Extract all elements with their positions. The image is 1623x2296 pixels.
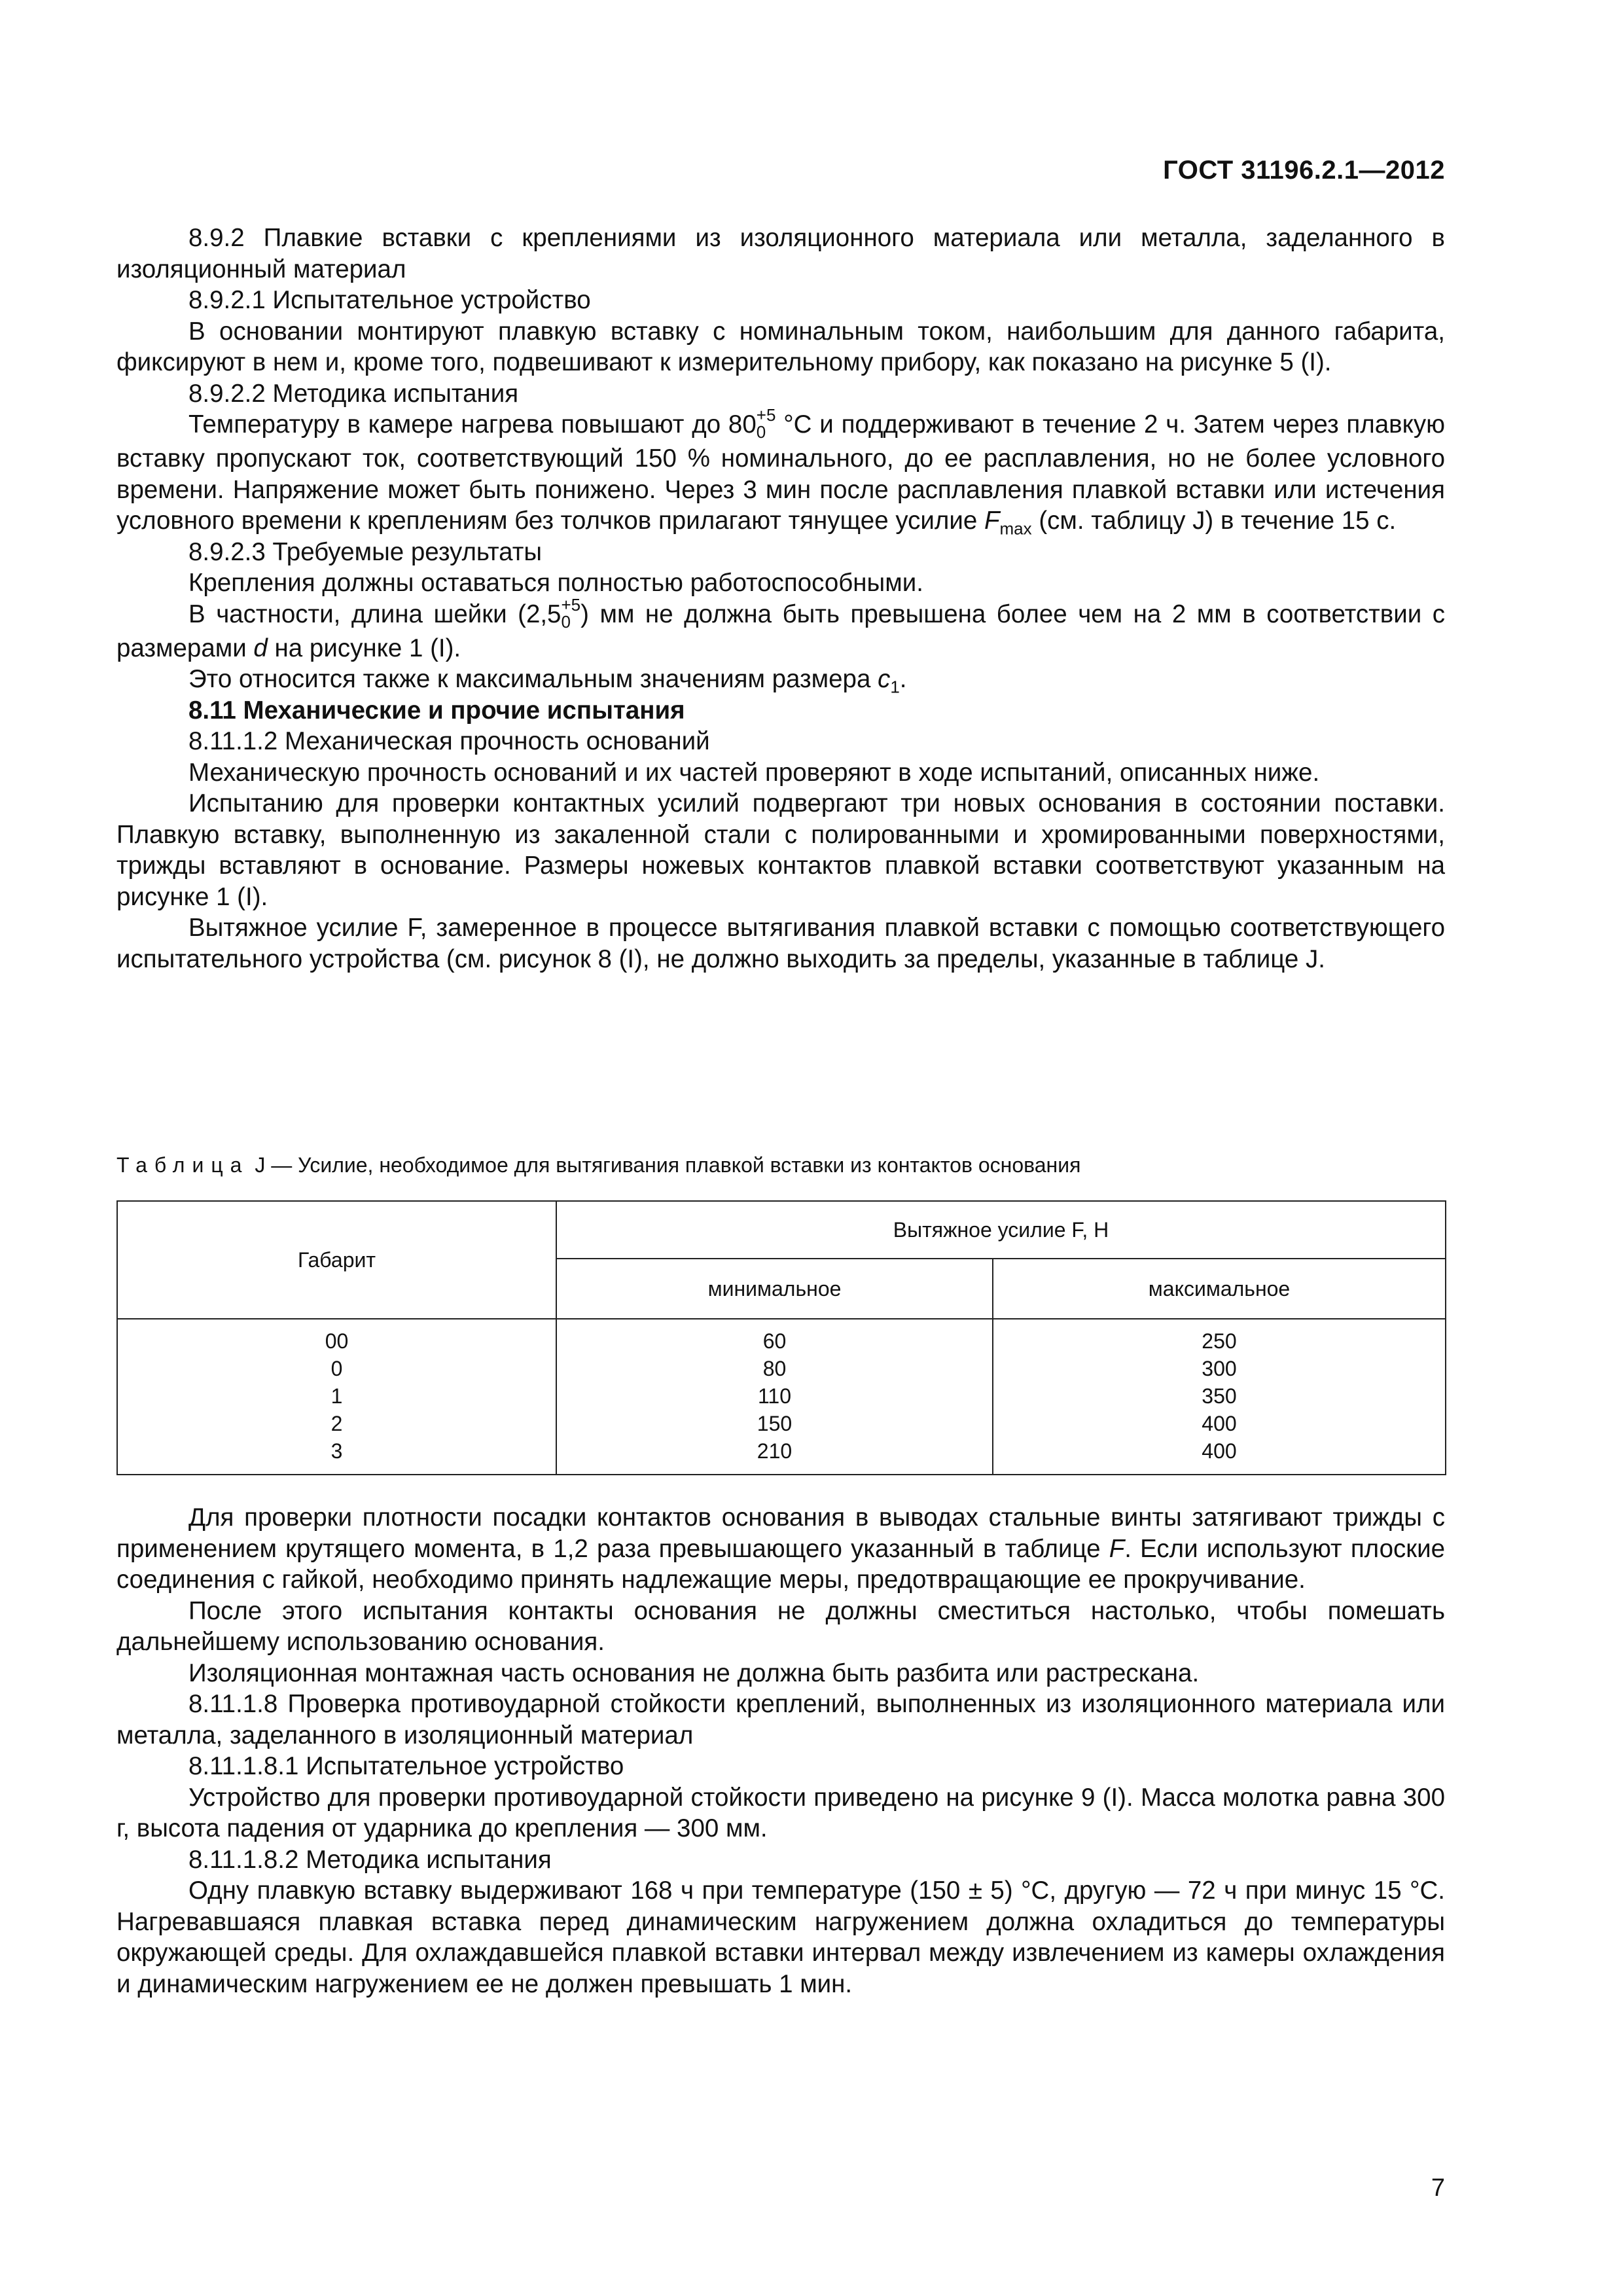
paragraph: 8.9.2.3 Требуемые результаты	[188, 537, 543, 566]
text-run: Для проверки плотности посадки контактов основания в выводах стальные винты затягивают трижды с применением крутящего момента, в 1,2 раза превышающего указанный в таблице	[116, 1503, 1445, 1563]
dimension-subscript: 1	[890, 677, 900, 697]
document-number: ГОСТ 31196.2.1—2012	[1163, 156, 1445, 185]
paragraph: 8.9.2 Плавкие вставки с креплениями из изоляционного материала или металла, заделанного в изоляционный материал	[116, 224, 1445, 283]
text-run: °С и поддерживают в течение 2 ч. Затем через плавкую вставку пропускают ток, соответствующий 150 % номинального, до ее расплавления, но не более условного времени. Напряжение может быть понижено. Через 3 мин после расплавления плавкой вставки или истечения условного времени к креплениям без толчков прилагают тянущее усилие	[116, 410, 1445, 535]
text-run: на рисунке 1 (I).	[267, 634, 461, 662]
body-text-lower	[116, 1502, 1445, 2000]
caption-text: J — Усилие, необходимое для вытягивания плавкой вставки из контактов основания	[255, 1153, 1081, 1177]
section-heading: 8.11 Механические и прочие испытания	[188, 696, 685, 725]
header-force: Вытяжное усилие F, Н	[556, 1201, 1446, 1259]
tolerance-lower: 0	[561, 611, 571, 632]
paragraph: После этого испытания контакты основания не должны сместиться настолько, чтобы помешать дальнейшему использованию основания.	[116, 1596, 1445, 1656]
paragraph: Испытанию для проверки контактных усилий подвергают три новых основания в состоянии поставки. Плавкую вставку, выполненную из закаленной стали с полированными и хромированными поверхностями, трижды вставляют в основание. Размеры ножевых контактов плавкой вставки соответствуют указанным на рисунке 1 (I).	[116, 789, 1445, 911]
paragraph: 8.9.2.2 Методика испытания	[188, 379, 519, 408]
paragraph: Устройство для проверки противоударной стойкости приведено на рисунке 9 (I). Масса молотка равна 300 г, высота падения от ударника до крепления — 300 мм.	[116, 1783, 1445, 1842]
force-symbol: F	[984, 507, 1000, 535]
force-subscript: max	[999, 518, 1032, 539]
paragraph: Механическую прочность оснований и их частей проверяют в ходе испытаний, описанных ниже.	[188, 758, 1320, 787]
paragraph: Одну плавкую вставку выдерживают 168 ч при температуре (150 ± 5) °С, другую — 72 ч при минус 15 °С. Нагревавшаяся плавкая вставка перед динамическим нагружением должна охладиться до температуры окружающей среды. Для охлаждавшейся плавкой вставки интервал между извлечением из камеры охлаждения и динамическим нагружением ее не должен превышать 1 мин.	[116, 1876, 1445, 1998]
tolerance-upper: +5	[561, 594, 581, 615]
dimension-symbol: d	[253, 634, 268, 662]
paragraph: 8.11.1.2 Механическая прочность оснований	[188, 727, 710, 755]
table-ref-symbol: F	[1109, 1534, 1125, 1563]
page-number: 7	[1431, 2174, 1445, 2202]
text-run: (см. таблицу J) в течение 15 с.	[1031, 507, 1397, 535]
tolerance-stack	[561, 596, 580, 630]
min-values: 60 80 110 150 210	[556, 1319, 993, 1475]
paragraph: 8.11.1.8 Проверка противоударной стойкости креплений, выполненных из изоляционного материала или металла, заделанного в изоляционный материал	[116, 1690, 1445, 1749]
tolerance-stack	[757, 406, 776, 440]
header-max: максимальное	[993, 1259, 1446, 1319]
paragraph: Крепления должны оставаться полностью работоспособными.	[188, 569, 923, 597]
torque-paragraph	[116, 1502, 1445, 1596]
text-run: В частности, длина шейки (2,5	[188, 600, 562, 628]
text-run: Это относится также к максимальным значениям размера	[188, 665, 878, 693]
paragraph: 8.9.2.1 Испытательное устройство	[188, 286, 591, 314]
header-min: минимальное	[556, 1259, 993, 1319]
pullout-force-table	[116, 1200, 1446, 1475]
text-run: .	[899, 665, 907, 693]
tolerance-upper: +5	[756, 405, 776, 425]
text-run: . Если используют плоские соединения с гайкой, необходимо принять надлежащие меры, предотвращающие ее прокручивание.	[116, 1534, 1445, 1594]
c-dimension-paragraph	[116, 664, 1445, 695]
paragraph: В основании монтируют плавкую вставку с номинальным током, наибольшим для данного габарита, фиксируют в нем и, кроме того, подвешивают к измерительному прибору, как показано на рисунке 5 (I).	[116, 317, 1445, 376]
size-values: 00 0 1 2 3	[117, 1319, 556, 1475]
paragraph: Вытяжное усилие F, замеренное в процессе вытягивания плавкой вставки с помощью соответствующего испытательного устройства (см. рисунок 8 (I), не должно выходить за пределы, указанные в таблице J.	[116, 914, 1445, 973]
max-values: 250 300 350 400 400	[993, 1319, 1446, 1475]
paragraph: 8.11.1.8.2 Методика испытания	[188, 1845, 552, 1874]
tolerance-lower: 0	[756, 422, 766, 442]
neck-length-paragraph	[116, 594, 1445, 664]
header-size: Габарит	[117, 1201, 556, 1319]
text-run: Температуру в камере нагрева повышают до 80	[188, 410, 757, 439]
body-text-upper	[116, 223, 1445, 975]
table-caption	[116, 1152, 1445, 1178]
dimension-symbol: c	[878, 665, 891, 693]
paragraph: Изоляционная монтажная часть основания не должна быть разбита или растрескана.	[188, 1659, 1200, 1687]
temperature-paragraph	[116, 405, 1445, 539]
text-run: ) мм не должна быть превышена более чем на 2 мм в соответствии с размерами	[116, 600, 1445, 662]
caption-lead: Таблица	[116, 1153, 249, 1177]
paragraph: 8.11.1.8.1 Испытательное устройство	[188, 1752, 624, 1780]
